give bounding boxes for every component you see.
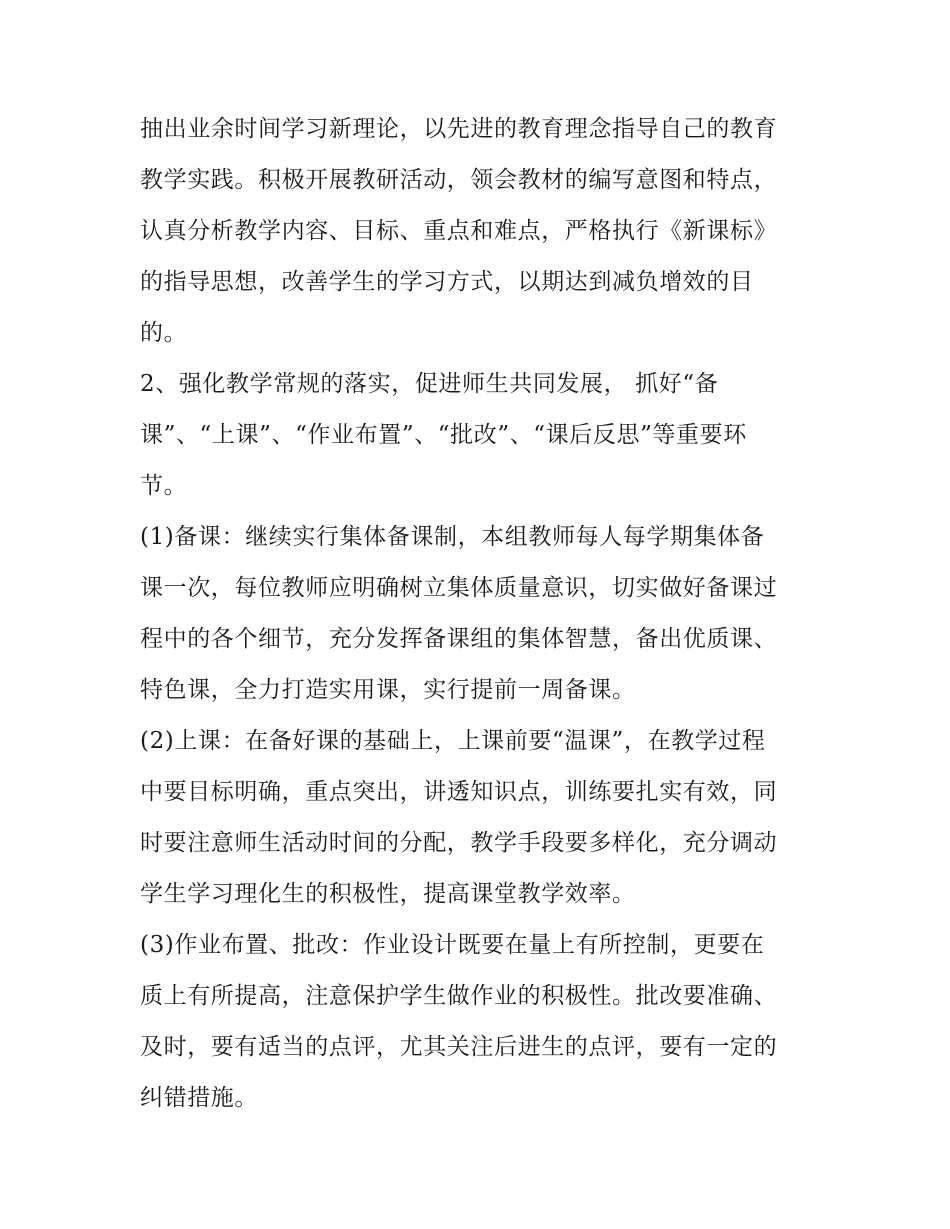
- text-line: 2、强化教学常规的落实，促进师生共同发展， 抓好“备: [140, 371, 719, 397]
- text-line: (2)上课：在备好课的基础上，上课前要“温课”，在教学过程: [140, 728, 766, 754]
- text-line: 中要目标明确，重点突出，讲透知识点，训练要扎实有效，同: [140, 779, 778, 805]
- text-line: 时要注意师生活动时间的分配，教学手段要多样化，充分调动: [140, 830, 778, 856]
- text-line: (3)作业布置、批改：作业设计既要在量上有所控制，更要在: [140, 932, 765, 958]
- body-text: [140, 104, 820, 1124]
- text-line: 质上有所提高，注意保护学生做作业的积极性。批改要准确、: [140, 983, 778, 1009]
- text-line: 学生学习理化生的积极性，提高课堂教学效率。: [140, 881, 636, 907]
- text-line: 程中的各个细节，充分发挥备课组的集体智慧，备出优质课、: [140, 626, 778, 652]
- text-line: 抽出业余时间学习新理论，以先进的教育理念指导自己的教育: [140, 116, 778, 142]
- text-line: 节。: [140, 473, 188, 499]
- text-line: 特色课，全力打造实用课，实行提前一周备课。: [140, 677, 636, 703]
- text-line: 课一次，每位教师应明确树立集体质量意识，切实做好备课过: [140, 575, 778, 601]
- text-line: 认真分析教学内容、目标、重点和难点，严格执行《新课标》: [140, 218, 778, 244]
- text-line: 的指导思想，改善学生的学习方式，以期达到减负增效的目: [140, 269, 754, 295]
- text-line: 纠错措施。: [140, 1085, 258, 1111]
- text-line: (1)备课：继续实行集体备课制，本组教师每人每学期集体备: [140, 524, 765, 550]
- text-line: 及时，要有适当的点评，尤其关注后进生的点评，要有一定的: [140, 1034, 778, 1060]
- text-line: 教学实践。积极开展教研活动，领会教材的编写意图和特点，: [140, 167, 778, 193]
- text-line: 的。: [140, 320, 188, 346]
- text-line: 课”、“上课”、“作业布置”、“批改”、“课后反思”等重要环: [140, 422, 747, 448]
